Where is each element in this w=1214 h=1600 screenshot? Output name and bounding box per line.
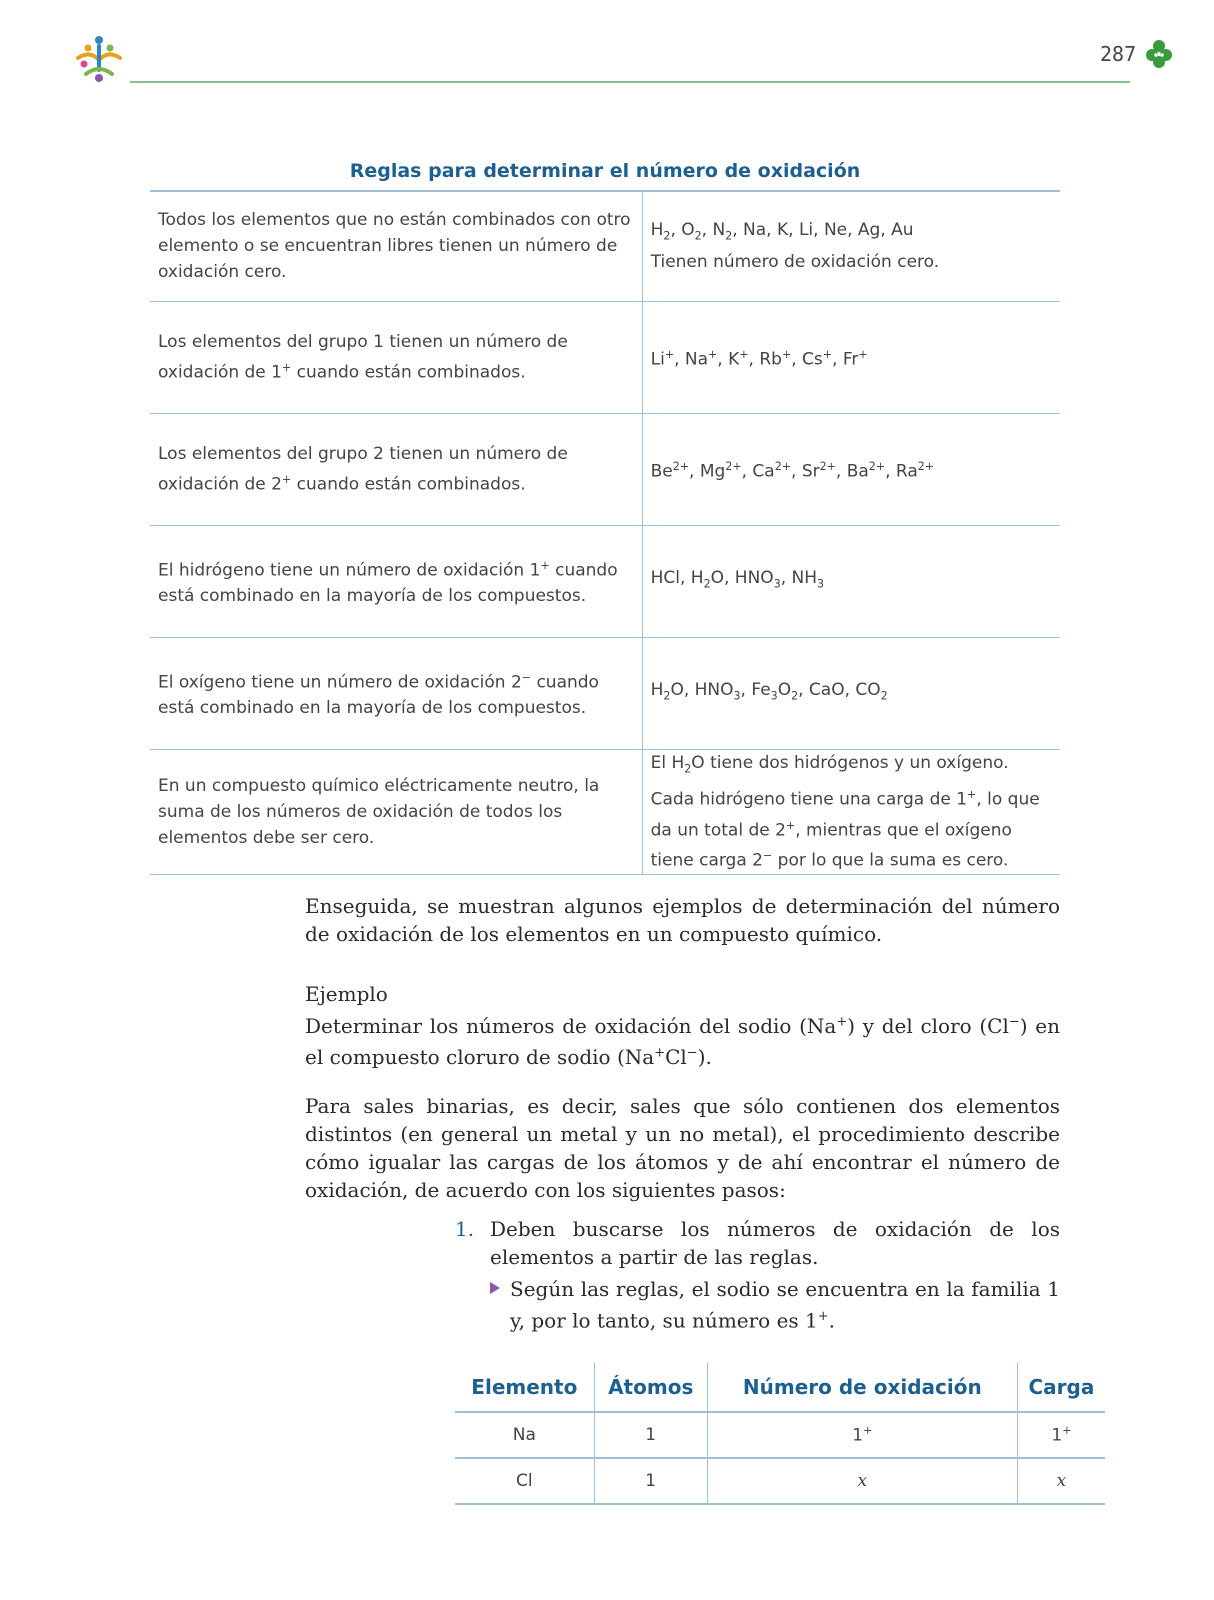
header-rule (130, 81, 1130, 83)
step-text: Deben buscarse los números de oxidación de los elementos a partir de las reglas. (490, 1217, 1060, 1269)
green-emblem-icon (1145, 38, 1173, 72)
rule-cell: Los elementos del grupo 2 tienen un número de oxidación de 2+ cuando están combinados. (150, 413, 642, 525)
header-atomos: Átomos (594, 1363, 707, 1412)
header-carga: Carga (1017, 1363, 1105, 1412)
table-row (150, 749, 1060, 874)
rule-cell: Los elementos del grupo 1 tienen un número de oxidación de 1+ cuando están combinados. (150, 301, 642, 413)
table-row (455, 1458, 1105, 1504)
bullet-text: Según las reglas, el sodio se encuentra en la familia 1 y, por lo tanto, su número es 1+. (510, 1277, 1060, 1333)
rules-table (150, 190, 1060, 875)
example-cell: Li+, Na+, K+, Rb+, Cs+, Fr+ (642, 301, 1060, 413)
header-elemento: Elemento (455, 1363, 594, 1412)
triangle-bullet-icon (490, 1282, 500, 1294)
table-row (150, 525, 1060, 637)
rule-cell: El hidrógeno tiene un número de oxidación 1+ cuando está combinado en la mayoría de los compuestos. (150, 525, 642, 637)
example-cell (642, 191, 1060, 301)
rule-cell: En un compuesto químico eléctricamente neutro, la suma de los números de oxidación de todos los elementos debe ser cero. (150, 749, 642, 874)
intro-paragraph: Enseguida, se muestran algunos ejemplos de determinación del número de oxidación de los elementos en un compuesto químico. (305, 894, 1060, 946)
example-block (305, 980, 1060, 1071)
table-row (150, 637, 1060, 749)
procedure-paragraph: Para sales binarias, es decir, sales que sólo contienen dos elementos distintos (en general un metal y un no metal), el procedimiento describe cómo igualar las cargas de los átomos y de ahí encontrar el número de oxidación, de acuerdo con los siguientes pasos: (305, 1094, 1060, 1202)
cell-atomos: 1 (594, 1412, 707, 1458)
example-statement: Determinar los números de oxidación del sodio (Na+) y del cloro (Cl−) en el compuesto cloruro de sodio (Na+Cl−). (305, 1013, 1060, 1070)
table-header-row (455, 1363, 1105, 1412)
table-row (455, 1412, 1105, 1458)
cell-elemento: Cl (455, 1458, 594, 1504)
step-number: 1. (455, 1217, 475, 1241)
example-note: Tienen número de oxidación cero. (650, 252, 940, 273)
cell-carga: 1+ (1017, 1412, 1105, 1458)
example-cell: El $H_2O$ tiene dos hidrógenos y un oxígeno. Cada hidrógeno tiene una carga de 1+, lo que da un total de 2+, mientras que el oxígeno tiene carga 2− por lo que la suma es cero. (642, 749, 1060, 874)
example-heading: Ejemplo (305, 982, 388, 1006)
table-row (150, 191, 1060, 301)
rules-table-title: Reglas para determinar el número de oxidación (349, 160, 861, 182)
rule-cell: Todos los elementos que no están combinados con otro elemento o se encuentran libres tienen un número de oxidación cero. (150, 191, 642, 301)
header-numero: Número de oxidación (707, 1363, 1017, 1412)
cell-numero: 1+ (707, 1412, 1017, 1458)
example-formulas: $H_2$, $O_2$, $N_2$, Na, K, Li, Ne, Ag, Au (650, 220, 914, 243)
cell-numero: x (707, 1458, 1017, 1504)
example-cell: HCl, $H_2O$, $HNO_3$, $NH_3$ (642, 525, 1060, 637)
cell-atomos: 1 (594, 1458, 707, 1504)
table-row (150, 413, 1060, 525)
page-number: 287 (1100, 42, 1137, 66)
example-cell: $Be^{2+}$, $Mg^{2+}$, $Ca^{2+}$, $Sr^{2+}$, $Ba^{2+}$, $Ra^{2+}$ (642, 413, 1060, 525)
rule-cell: El oxígeno tiene un número de oxidación 2− cuando está combinado en la mayoría de los compuestos. (150, 637, 642, 749)
element-table (455, 1363, 1105, 1505)
colored-figure-logo-icon (72, 34, 126, 84)
cell-carga: x (1017, 1458, 1105, 1504)
example-cell: $H_2O$, $HNO_3$, $Fe_3O_2$, CaO, $CO_2$ (642, 637, 1060, 749)
cell-elemento: Na (455, 1412, 594, 1458)
table-row (150, 301, 1060, 413)
